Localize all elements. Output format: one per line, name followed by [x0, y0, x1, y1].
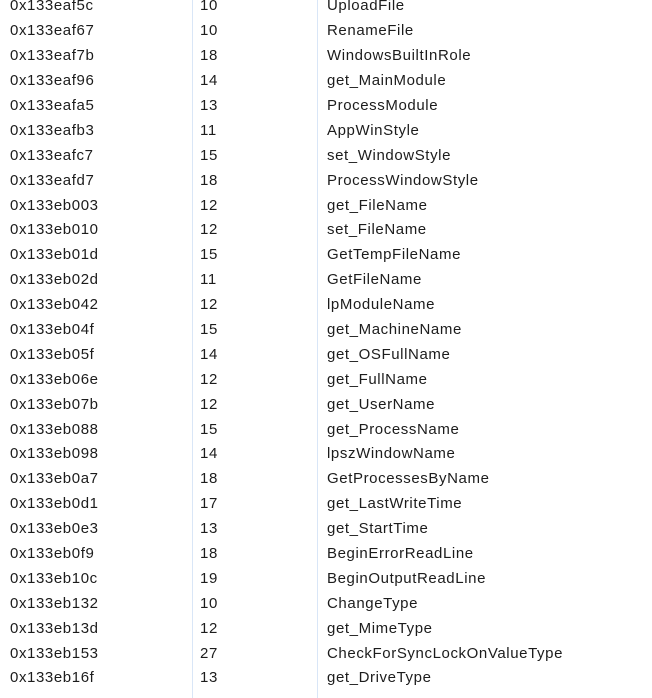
address-cell: 0x133eafb3 [10, 121, 95, 139]
address-cell: 0x133eb02d [10, 271, 99, 289]
string-cell: UploadFile [327, 0, 405, 15]
address-cell: 0x133eb0d1 [10, 495, 99, 513]
length-cell: 12 [200, 296, 218, 314]
table-row[interactable] [0, 392, 652, 417]
length-cell: 18 [200, 545, 218, 563]
address-cell: 0x133eb088 [10, 420, 99, 438]
string-cell: GetProcessesByName [327, 470, 490, 488]
length-cell: 12 [200, 221, 218, 239]
table-row[interactable] [0, 242, 652, 267]
table-row[interactable] [0, 317, 652, 342]
length-cell: 18 [200, 47, 218, 65]
address-cell: 0x133eb05f [10, 345, 95, 363]
address-cell: 0x133eb16f [10, 669, 95, 687]
string-cell: get_FileName [327, 196, 428, 214]
address-cell: 0x133eaf96 [10, 72, 95, 90]
string-cell: RenameFile [327, 22, 414, 40]
table-row[interactable] [0, 442, 652, 467]
table-row[interactable] [0, 591, 652, 616]
string-cell: get_FullName [327, 370, 428, 388]
string-cell: BeginOutputReadLine [327, 569, 487, 587]
string-cell: ProcessWindowStyle [327, 171, 479, 189]
table-row[interactable] [0, 541, 652, 566]
string-cell: ProcessModule [327, 97, 439, 114]
address-cell: 0x133eb153 [10, 644, 99, 662]
table-row[interactable] [0, 218, 652, 243]
length-cell: 13 [200, 97, 218, 114]
address-cell: 0x133eafd7 [10, 171, 95, 189]
length-cell: 15 [200, 146, 218, 164]
address-cell: 0x133eb010 [10, 221, 99, 239]
string-cell: GetFileName [327, 271, 422, 289]
address-cell: 0x133eb0e3 [10, 520, 99, 538]
length-cell: 14 [200, 345, 218, 363]
table-row[interactable] [0, 68, 652, 93]
address-cell: 0x133eafa5 [10, 97, 95, 114]
length-cell: 14 [200, 445, 218, 463]
table-row[interactable] [0, 143, 652, 168]
length-cell: 12 [200, 196, 218, 214]
address-cell: 0x133eb0a7 [10, 470, 99, 488]
table-row[interactable] [0, 168, 652, 193]
length-cell: 15 [200, 321, 218, 339]
table-row[interactable] [0, 367, 652, 392]
string-cell: get_MachineName [327, 321, 462, 339]
length-cell: 17 [200, 495, 218, 513]
string-cell: get_UserName [327, 395, 436, 413]
table-row[interactable] [0, 342, 652, 367]
table-row[interactable] [0, 417, 652, 442]
length-cell: 12 [200, 619, 218, 637]
address-cell: 0x133eaf67 [10, 22, 95, 40]
string-cell: get_ProcessName [327, 420, 460, 438]
length-cell: 19 [200, 569, 218, 587]
address-cell: 0x133eb0f9 [10, 545, 95, 563]
address-cell: 0x133eb098 [10, 445, 99, 463]
string-cell: get_StartTime [327, 520, 429, 538]
string-cell: ChangeType [327, 594, 419, 612]
length-cell: 27 [200, 644, 218, 662]
string-cell: GetTempFileName [327, 246, 462, 264]
address-cell: 0x133eb06e [10, 370, 99, 388]
length-cell: 13 [200, 669, 218, 687]
table-row[interactable] [0, 641, 652, 666]
table-row[interactable] [0, 18, 652, 43]
length-cell: 18 [200, 470, 218, 488]
string-cell: get_MainModule [327, 72, 447, 90]
address-cell: 0x133eb042 [10, 296, 99, 314]
string-cell: get_OSFullName [327, 345, 451, 363]
string-cell: BeginErrorReadLine [327, 545, 474, 563]
string-cell: CheckForSyncLockOnValueType [327, 644, 564, 662]
length-cell: 10 [200, 22, 218, 40]
length-cell: 14 [200, 72, 218, 90]
table-row[interactable] [0, 466, 652, 491]
length-cell: 10 [200, 594, 218, 612]
string-cell: set_FileName [327, 221, 427, 239]
table-row[interactable] [0, 616, 652, 641]
table-row[interactable] [0, 516, 652, 541]
string-cell: get_LastWriteTime [327, 495, 463, 513]
table-row[interactable] [0, 292, 652, 317]
address-cell: 0x133eaf7b [10, 47, 95, 65]
string-cell: AppWinStyle [327, 121, 420, 139]
string-cell: get_DriveType [327, 669, 432, 687]
length-cell: 13 [200, 520, 218, 538]
string-cell: WindowsBuiltInRole [327, 47, 472, 65]
length-cell: 12 [200, 370, 218, 388]
address-cell: 0x133eb13d [10, 619, 99, 637]
table-row[interactable] [0, 93, 652, 118]
string-cell: set_WindowStyle [327, 146, 452, 164]
length-cell: 11 [200, 121, 217, 139]
address-cell: 0x133eb132 [10, 594, 99, 612]
address-cell: 0x133eb04f [10, 321, 95, 339]
length-cell: 18 [200, 171, 218, 189]
table-row[interactable] [0, 566, 652, 591]
address-cell: 0x133eaf5c [10, 0, 94, 15]
address-cell: 0x133eafc7 [10, 146, 94, 164]
address-cell: 0x133eb10c [10, 569, 98, 587]
address-cell: 0x133eb07b [10, 395, 99, 413]
length-cell: 15 [200, 246, 218, 264]
string-cell: lpszWindowName [327, 445, 456, 463]
address-cell: 0x133eb01d [10, 246, 99, 264]
table-row[interactable] [0, 43, 652, 68]
table-row[interactable] [0, 193, 652, 218]
length-cell: 15 [200, 420, 218, 438]
length-cell: 10 [200, 0, 218, 15]
table-row[interactable] [0, 118, 652, 143]
table-row[interactable] [0, 666, 652, 691]
address-cell: 0x133eb003 [10, 196, 99, 214]
length-cell: 12 [200, 395, 218, 413]
string-cell: get_MimeType [327, 619, 433, 637]
table-row[interactable] [0, 491, 652, 516]
table-row[interactable] [0, 267, 652, 292]
table-row[interactable] [0, 0, 652, 18]
length-cell: 11 [200, 271, 217, 289]
string-cell: lpModuleName [327, 296, 436, 314]
